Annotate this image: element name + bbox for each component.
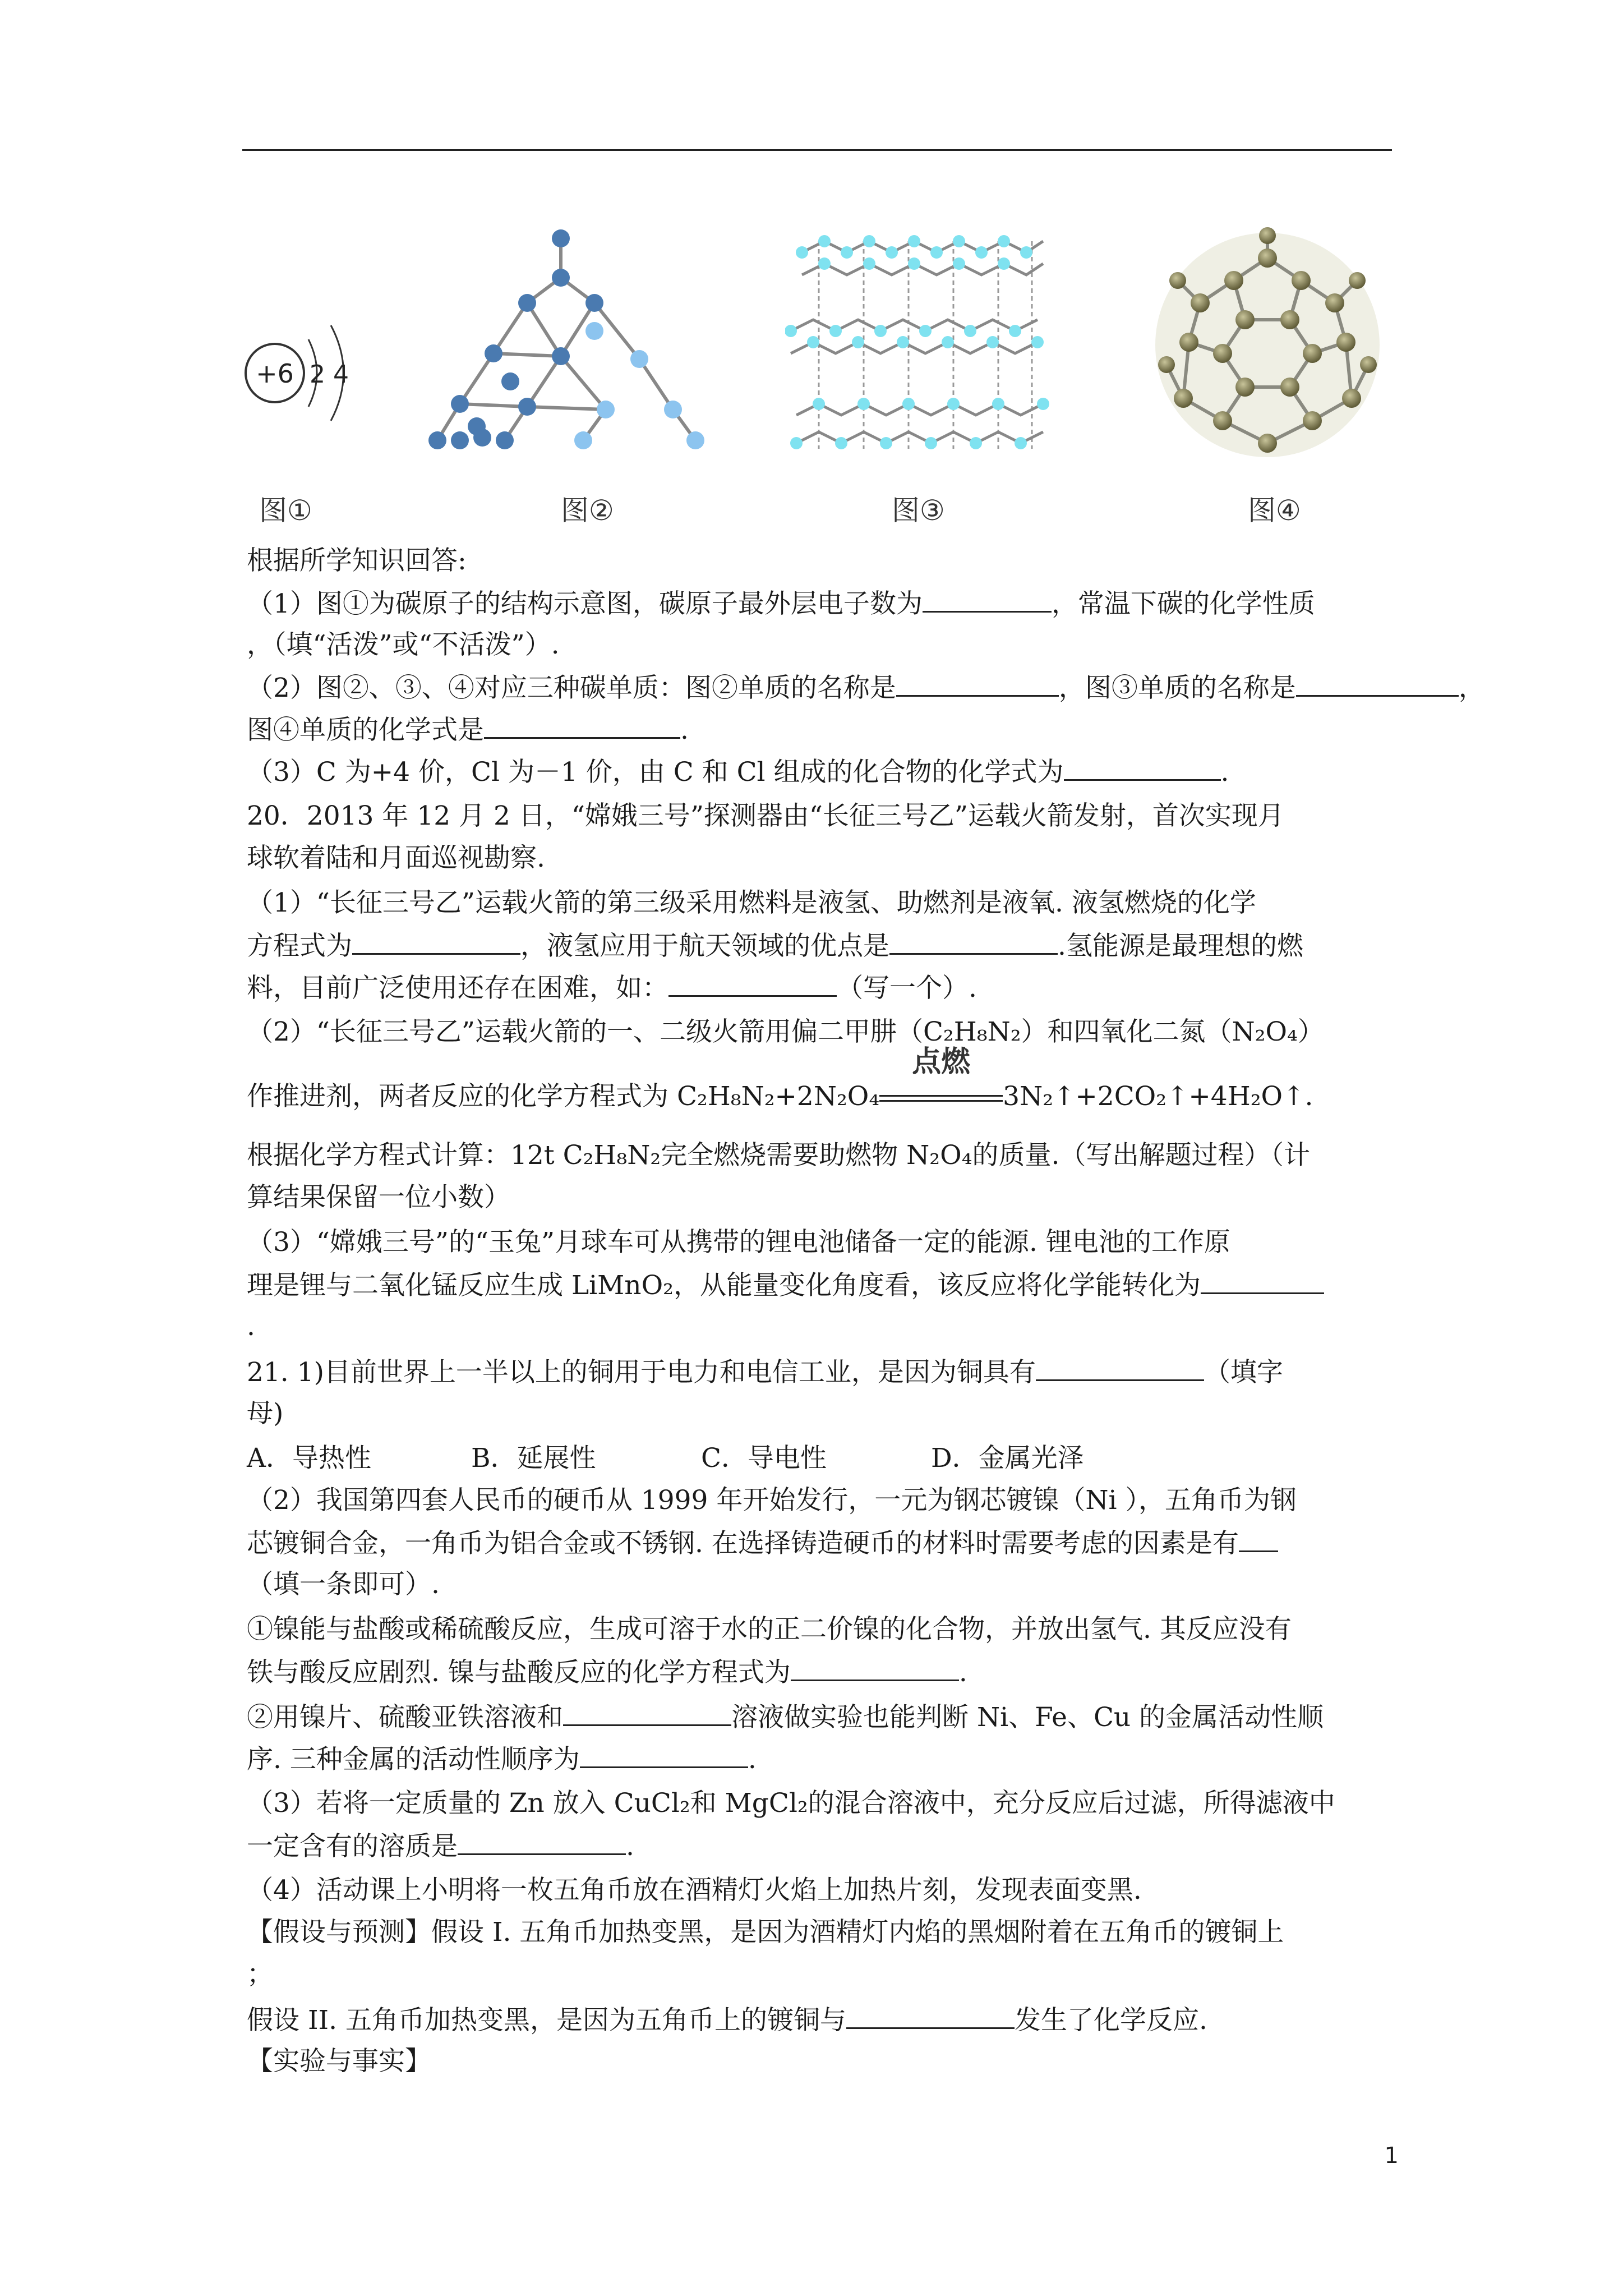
figure-3-caption: 图③: [892, 494, 945, 527]
carbon-atom-diagram: [241, 314, 376, 432]
option-c[interactable]: C．导电性: [701, 1443, 827, 1474]
fullerene-c60-figure: [1133, 219, 1402, 471]
q20-part1-cont: 方程式为 ，液氢应用于航天领域的优点是 .氢能源是最理想的燃: [247, 928, 1303, 963]
q21-activity-line2: 序. 三种金属的活动性顺序为 .: [247, 1742, 757, 1777]
answer-blank[interactable]: [458, 1829, 626, 1855]
option-a[interactable]: A．导热性: [247, 1443, 371, 1474]
q20-part3-end: .: [247, 1311, 255, 1342]
answer-blank[interactable]: [1064, 754, 1221, 781]
q21-part4: （4）活动课上小明将一枚五角币放在酒精灯火焰上加热片刻，发现表面变黑.: [247, 1875, 1142, 1906]
q21-part2-cont2: （填一条即可）.: [247, 1569, 440, 1600]
q19-part2: （2）图②、③、④对应三种碳单质：图②单质的名称是 ，图③单质的名称是 ，: [247, 670, 1485, 705]
q21-part2: （2）我国第四套人民币的硬币从 1999 年开始发行，一元为钢芯镀镍（Ni ），五角币为钢: [247, 1485, 1297, 1516]
q20-calc-cont: 算结果保留一位小数）: [247, 1182, 510, 1213]
answer-blank[interactable]: [923, 586, 1052, 613]
q21-hypothesis2: 假设 II. 五角币加热变黑，是因为五角币上的镀铜与 发生了化学反应.: [247, 2003, 1207, 2037]
answer-blank[interactable]: [1201, 1268, 1324, 1294]
q20-part3-cont: 理是锂与二氧化锰反应生成 LiMnO₂，从能量变化角度看，该反应将化学能转化为: [247, 1268, 1324, 1303]
answer-blank[interactable]: [563, 1700, 731, 1726]
q21-nickel-line2: 铁与酸反应剧烈. 镍与盐酸反应的化学方程式为 .: [247, 1655, 967, 1690]
q21-part3: （3）若将一定质量的 Zn 放入 CuCl₂和 MgCl₂的混合溶液中，充分反应后过滤，所得滤液中: [247, 1788, 1335, 1819]
q21-hypothesis1-end: ；: [247, 1959, 273, 1990]
answer-blank[interactable]: [846, 2003, 1015, 2029]
option-b[interactable]: B．延展性: [471, 1443, 596, 1474]
q21-experiment-heading: 【实验与事实】: [247, 2046, 431, 2077]
answer-blank[interactable]: [1296, 670, 1459, 697]
q20-line1: 20．2013 年 12 月 2 日，“嫦娥三号”探测器由“长征三号乙”运载火箭发射，首次实现月: [247, 800, 1284, 831]
answer-blank[interactable]: [484, 712, 680, 739]
answer-blank[interactable]: [1036, 1355, 1204, 1381]
answer-blank[interactable]: [1239, 1526, 1278, 1552]
shell-2-electrons: 4: [333, 360, 349, 389]
q20-part1-cont2: 料，目前广泛使用还存在困难，如： （写一个）.: [247, 970, 977, 1005]
q19-part3: （3）C 为+4 价，Cl 为－1 价，由 C 和 Cl 组成的化合物的化学式为 .: [247, 754, 1229, 789]
figure-2-caption: 图②: [561, 494, 614, 527]
q21-options: [247, 1442, 1084, 1475]
q21-nickel-line1: ①镍能与盐酸或稀硫酸反应，生成可溶于水的正二价镍的化合物，并放出氢气. 其反应没有: [247, 1614, 1292, 1645]
option-d[interactable]: D．金属光泽: [931, 1443, 1084, 1474]
q19-part1: （1）图①为碳原子的结构示意图，碳原子最外层电子数为 ，常温下碳的化学性质: [247, 586, 1315, 621]
q21-part1: 21. 1)目前世界上一半以上的铜用于电力和电信工业，是因为铜具有 （填字: [247, 1355, 1283, 1389]
q21-part2-cont: 芯镀铜合金，一角币为铝合金或不锈钢. 在选择铸造硬币的材料时需要考虑的因素是有: [247, 1526, 1278, 1561]
q20-equation-line: 作推进剂，两者反应的化学方程式为 C₂H₈N₂+2N₂O₄ 点燃 3N₂↑+2CO₂↑+4H₂O↑.: [247, 1080, 1313, 1114]
q19-intro: 根据所学知识回答:: [247, 545, 467, 576]
q21-hypothesis1: 【假设与预测】假设 I. 五角币加热变黑，是因为酒精灯内焰的黑烟附着在五角币的镀铜上: [247, 1917, 1284, 1948]
answer-blank[interactable]: [580, 1742, 748, 1768]
figure-1-caption: 图①: [259, 494, 312, 527]
nucleus-charge: +6: [256, 358, 294, 389]
answer-blank[interactable]: [791, 1655, 959, 1681]
answer-blank[interactable]: [668, 970, 837, 997]
shell-1-electrons: 2: [310, 360, 325, 389]
page-number: 1: [1384, 2143, 1399, 2169]
q19-part1-cont: ，（填“活泼”或“不活泼”）.: [247, 629, 560, 660]
figure-4-caption: 图④: [1248, 494, 1301, 527]
ignition-condition: 点燃: [879, 1080, 1003, 1114]
q20-part2: （2）“长征三号乙”运载火箭的一、二级火箭用偏二甲肼（C₂H₈N₂）和四氧化二氮（N₂O₄）: [247, 1016, 1324, 1047]
q21-activity-line1: ②用镍片、硫酸亚铁溶液和 溶液做实验也能判断 Ni、Fe、Cu 的金属活动性顺: [247, 1700, 1324, 1734]
q19-part2-cont: 图④单质的化学式是 .: [247, 712, 689, 747]
q20-part1: （1）“长征三号乙”运载火箭的第三级采用燃料是液氢、助燃剂是液氧. 液氢燃烧的化学: [247, 887, 1256, 918]
q20-line2: 球软着陆和月面巡视勘察.: [247, 843, 545, 873]
q20-calc: 根据化学方程式计算：12t C₂H₈N₂完全燃烧需要助燃物 N₂O₄的质量.（写出解题过程）（计: [247, 1140, 1310, 1171]
q21-part3-cont: 一定含有的溶质是 .: [247, 1829, 634, 1864]
answer-blank[interactable]: [352, 928, 520, 955]
answer-blank[interactable]: [896, 670, 1059, 697]
q21-part1-cont: 母): [247, 1398, 284, 1429]
q20-part3: （3）“嫦娥三号”的“玉兔”月球车可从携带的锂电池储备一定的能源. 锂电池的工作原: [247, 1227, 1230, 1258]
answer-blank[interactable]: [889, 928, 1058, 955]
diamond-structure-figure: [426, 224, 718, 466]
header-rule: [242, 149, 1392, 151]
graphite-structure-figure: [785, 224, 1054, 471]
